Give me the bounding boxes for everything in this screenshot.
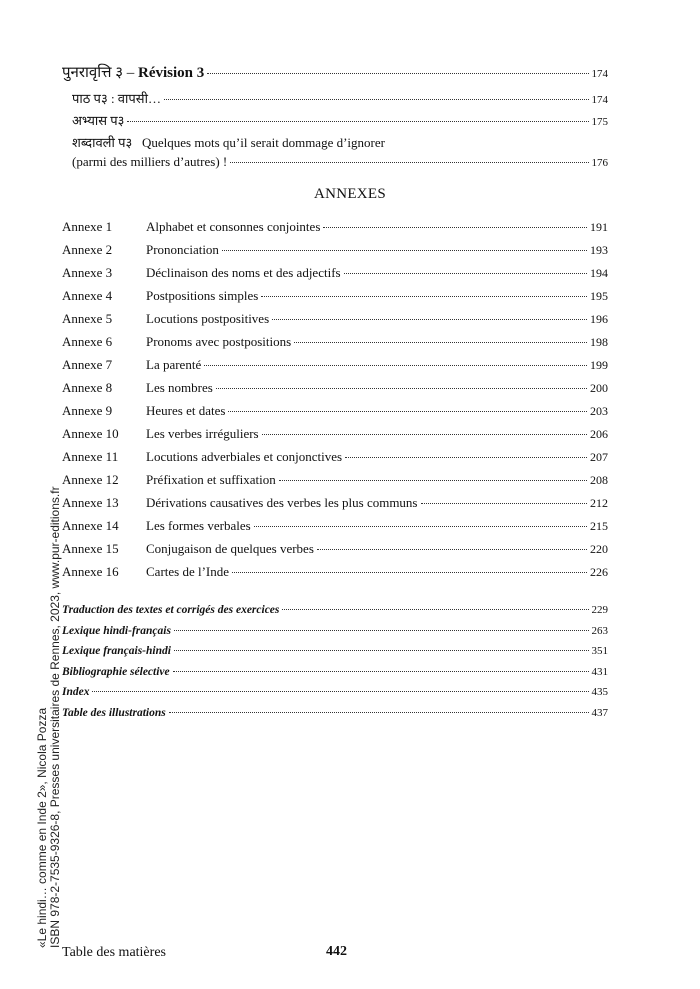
annex-entry[interactable] — [62, 357, 608, 373]
leader-dots — [232, 572, 587, 573]
annex-title: Déclinaison des noms et des adjectifs — [146, 265, 341, 280]
entry-label: पाठ प३ : वापसी… — [72, 91, 161, 106]
page-number: 194 — [590, 266, 608, 280]
leader-dots — [262, 434, 587, 435]
annex-number: Annexe 5 — [62, 311, 113, 326]
entry-title: Lexique français-hindi — [62, 645, 171, 658]
annex-title: Les nombres — [146, 380, 213, 395]
page-number: 175 — [591, 116, 608, 128]
annex-number: Annexe 6 — [62, 334, 113, 349]
annex-entry[interactable] — [62, 265, 608, 281]
annex-entry[interactable] — [62, 495, 608, 511]
leader-dots — [421, 503, 588, 504]
annex-number: Annexe 13 — [62, 495, 119, 510]
page-number: 437 — [591, 707, 608, 719]
entry-title: Bibliographie sélective — [62, 665, 170, 678]
annex-entry[interactable] — [62, 311, 608, 327]
toc-entry-vocab-line1[interactable] — [72, 133, 608, 151]
annex-title: Préfixation et suffixation — [146, 472, 276, 487]
annex-title: Heures et dates — [146, 403, 226, 418]
page-number: 203 — [590, 404, 608, 418]
revision-french-title: Révision 3 — [138, 65, 205, 81]
page-number: 229 — [591, 604, 608, 616]
page-number: 193 — [590, 243, 608, 257]
annex-title: Cartes de l’Inde — [146, 564, 230, 579]
annex-number: Annexe 3 — [62, 265, 113, 280]
annex-number: Annexe 4 — [62, 288, 113, 303]
leader-dots — [174, 630, 589, 631]
entry-title: Index — [62, 686, 90, 699]
annex-title: Conjugaison de quelques verbes — [146, 541, 314, 556]
annex-title: Pronoms avec postpositions — [146, 334, 292, 349]
page-number: 263 — [591, 624, 608, 637]
sidebar-line-1: «Le hindi… comme en Inde 2», Nicola Pozza — [35, 707, 49, 948]
leader-dots — [207, 73, 588, 74]
leader-dots — [173, 671, 589, 672]
annexes-heading: ANNEXES — [313, 186, 387, 202]
entry-title: Traduction des textes et corrigés des exercices — [62, 604, 280, 616]
entry-title: Table des illustrations — [62, 707, 166, 719]
footer-label: Table des matières — [62, 945, 166, 960]
footer-page-number: 442 — [326, 944, 347, 959]
annex-entry[interactable] — [62, 334, 608, 350]
annex-number: Annexe 8 — [62, 380, 113, 395]
leader-dots — [216, 388, 587, 389]
page-number: 200 — [590, 381, 608, 395]
leader-dots — [261, 296, 587, 297]
leader-dots — [174, 650, 589, 651]
vocab-label: शब्दावली प३ — [72, 135, 133, 150]
toc-entry-exercises[interactable] — [72, 111, 608, 129]
leader-dots — [323, 227, 587, 228]
back-matter-entry[interactable] — [62, 604, 608, 616]
page-number: 215 — [590, 519, 608, 533]
page-number: 212 — [590, 496, 608, 510]
page-number: 191 — [590, 220, 608, 234]
back-matter-entry[interactable] — [62, 625, 608, 637]
page-number: 174 — [591, 94, 608, 106]
page-number: 174 — [591, 68, 608, 80]
page-number: 208 — [590, 473, 608, 487]
annex-entry[interactable] — [62, 518, 608, 534]
leader-dots — [127, 121, 588, 122]
annex-entry[interactable] — [62, 242, 608, 258]
back-matter-entry[interactable] — [62, 686, 608, 698]
annex-number: Annexe 15 — [62, 541, 119, 556]
annex-entry[interactable] — [62, 541, 608, 557]
leader-dots — [317, 549, 587, 550]
page-number: 431 — [591, 665, 608, 678]
page-number: 226 — [590, 565, 608, 579]
page-number: 351 — [591, 645, 608, 658]
annex-number: Annexe 16 — [62, 564, 119, 579]
annex-title: Les formes verbales — [146, 518, 251, 533]
entry-title: Lexique hindi-français — [62, 624, 171, 637]
sidebar-line-2: ISBN 978-2-7535-9326-8, Presses universitaires de Rennes, 2023, www.pur-editions.fr — [48, 486, 62, 948]
leader-dots — [164, 99, 589, 100]
annex-title: Alphabet et consonnes conjointes — [146, 219, 321, 234]
leader-dots — [272, 319, 587, 320]
back-matter-entry[interactable] — [62, 707, 608, 719]
annex-number: Annexe 2 — [62, 242, 113, 257]
annex-entry[interactable] — [62, 288, 608, 304]
annex-title: La parenté — [146, 357, 202, 372]
back-matter-entry[interactable] — [62, 645, 608, 657]
leader-dots — [282, 609, 588, 610]
annex-number: Annexe 1 — [62, 219, 113, 234]
toc-entry-vocab-line2[interactable] — [72, 154, 608, 170]
leader-dots — [279, 480, 587, 481]
vocab-title-line2: (parmi des milliers d’autres) ! — [72, 154, 228, 169]
annex-title: Locutions postpositives — [146, 311, 270, 326]
page-number: 207 — [590, 450, 608, 464]
entry-label: अभ्यास प३ — [72, 113, 125, 128]
annex-entry[interactable] — [62, 219, 608, 235]
revision-hindi-title: पुनरावृत्ति ३ – — [62, 65, 135, 81]
annex-title: Dérivations causatives des verbes les plus communs — [146, 495, 418, 510]
annex-entry[interactable] — [62, 472, 608, 488]
page-number: 198 — [590, 335, 608, 349]
toc-entry-lesson[interactable] — [72, 89, 608, 107]
annex-entry[interactable] — [62, 403, 608, 419]
leader-dots — [344, 273, 587, 274]
leader-dots — [345, 457, 587, 458]
annex-title: Les verbes irréguliers — [146, 426, 259, 441]
page-number: 206 — [590, 427, 608, 441]
annex-number: Annexe 12 — [62, 472, 119, 487]
leader-dots — [294, 342, 587, 343]
annex-title: Postpositions simples — [146, 288, 259, 303]
annex-entry[interactable] — [62, 564, 608, 580]
annex-number: Annexe 10 — [62, 426, 119, 441]
page-number: 195 — [590, 289, 608, 303]
leader-dots — [222, 250, 587, 251]
page-number: 220 — [590, 542, 608, 556]
page-number: 435 — [591, 686, 608, 699]
leader-dots — [228, 411, 587, 412]
copyright-sidebar — [35, 448, 62, 948]
annex-entry[interactable] — [62, 449, 608, 465]
leader-dots — [92, 691, 588, 692]
page-number: 176 — [591, 157, 608, 169]
annex-title: Locutions adverbiales et conjonctives — [146, 449, 343, 464]
annex-number: Annexe 14 — [62, 518, 119, 533]
annex-entry[interactable] — [62, 380, 608, 396]
annex-number: Annexe 7 — [62, 357, 113, 372]
page-number: 196 — [590, 312, 608, 326]
vocab-title-line1: Quelques mots qu’il serait dommage d’ignorer — [142, 135, 385, 150]
leader-dots — [169, 712, 589, 713]
leader-dots — [204, 365, 587, 366]
annex-number: Annexe 9 — [62, 403, 113, 418]
toc-entry-revision-3[interactable] — [62, 62, 608, 82]
annex-title: Prononciation — [146, 242, 219, 257]
leader-dots — [254, 526, 587, 527]
page-number: 199 — [590, 358, 608, 372]
annex-entry[interactable] — [62, 426, 608, 442]
annex-number: Annexe 11 — [62, 449, 119, 464]
back-matter-entry[interactable] — [62, 666, 608, 678]
leader-dots — [230, 162, 588, 163]
